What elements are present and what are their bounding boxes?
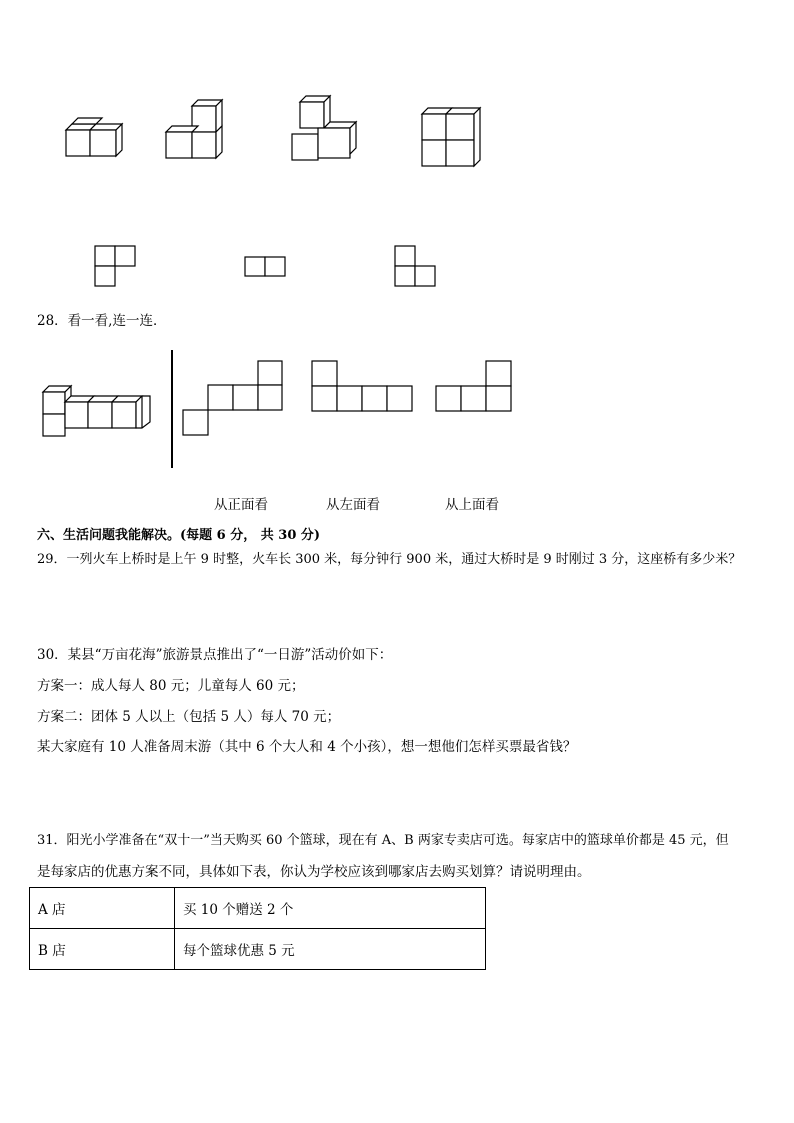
q31-line2: 是每家店的优惠方案不同，具体如下表，你认为学校应该到哪家店去购买划算？请说明理由。 xyxy=(37,864,591,880)
cube-figure-3 xyxy=(290,92,365,164)
q28-title: 28．看一看,连一连． xyxy=(37,313,167,329)
q30-plan2: 方案二：团体 5 人以上（包括 5 人）每人 70 元； xyxy=(37,709,341,725)
section-6-heading: 六、生活问题我能解决。(每题 6 分， 共 30 分) xyxy=(37,528,321,543)
label-front-view: 从正面看 xyxy=(214,497,268,513)
table-row xyxy=(30,929,486,970)
q31-line1: 31．阳光小学准备在“双十一”当天购买 60 个篮球，现在有 A、B 两家专卖店可选。每家店中的篮球单价都是 45 元，但 xyxy=(37,833,729,848)
q30-plan1: 方案一：成人每人 80 元；儿童每人 60 元； xyxy=(37,678,305,694)
cube-figure-1 xyxy=(60,110,130,160)
shop-offer: 买 10 个赠送 2 个 xyxy=(175,888,486,929)
shop-offer: 每个篮球优惠 5 元 xyxy=(175,929,486,970)
label-top-view: 从上面看 xyxy=(445,497,499,513)
divider-line xyxy=(171,350,173,468)
shop-name: A 店 xyxy=(30,888,175,929)
shop-name: B 店 xyxy=(30,929,175,970)
table-row xyxy=(30,888,486,929)
cube-figure-2 xyxy=(162,98,232,160)
view-figure-2 xyxy=(244,256,289,280)
q30-intro: 30．某县“万亩花海”旅游景点推出了“一日游”活动价如下： xyxy=(37,647,393,663)
q31-offer-table xyxy=(29,887,486,970)
cube-figure-4 xyxy=(418,104,488,170)
view-figure-3 xyxy=(394,245,439,290)
q28-cube-figure xyxy=(40,382,160,442)
view-option-top xyxy=(435,360,517,415)
view-option-left xyxy=(311,360,417,415)
view-option-front xyxy=(182,360,286,440)
q29-text: 29．一列火车上桥时是上午 9 时整，火车长 300 米，每分钟行 900 米，通过大桥时是 9 时刚过 3 分，这座桥有多少米？ xyxy=(37,552,742,567)
q30-question: 某大家庭有 10 人准备周末游（其中 6 个大人和 4 个小孩），想一想他们怎样买票最省钱？ xyxy=(37,739,577,755)
label-left-view: 从左面看 xyxy=(326,497,380,513)
view-figure-1 xyxy=(94,245,139,290)
